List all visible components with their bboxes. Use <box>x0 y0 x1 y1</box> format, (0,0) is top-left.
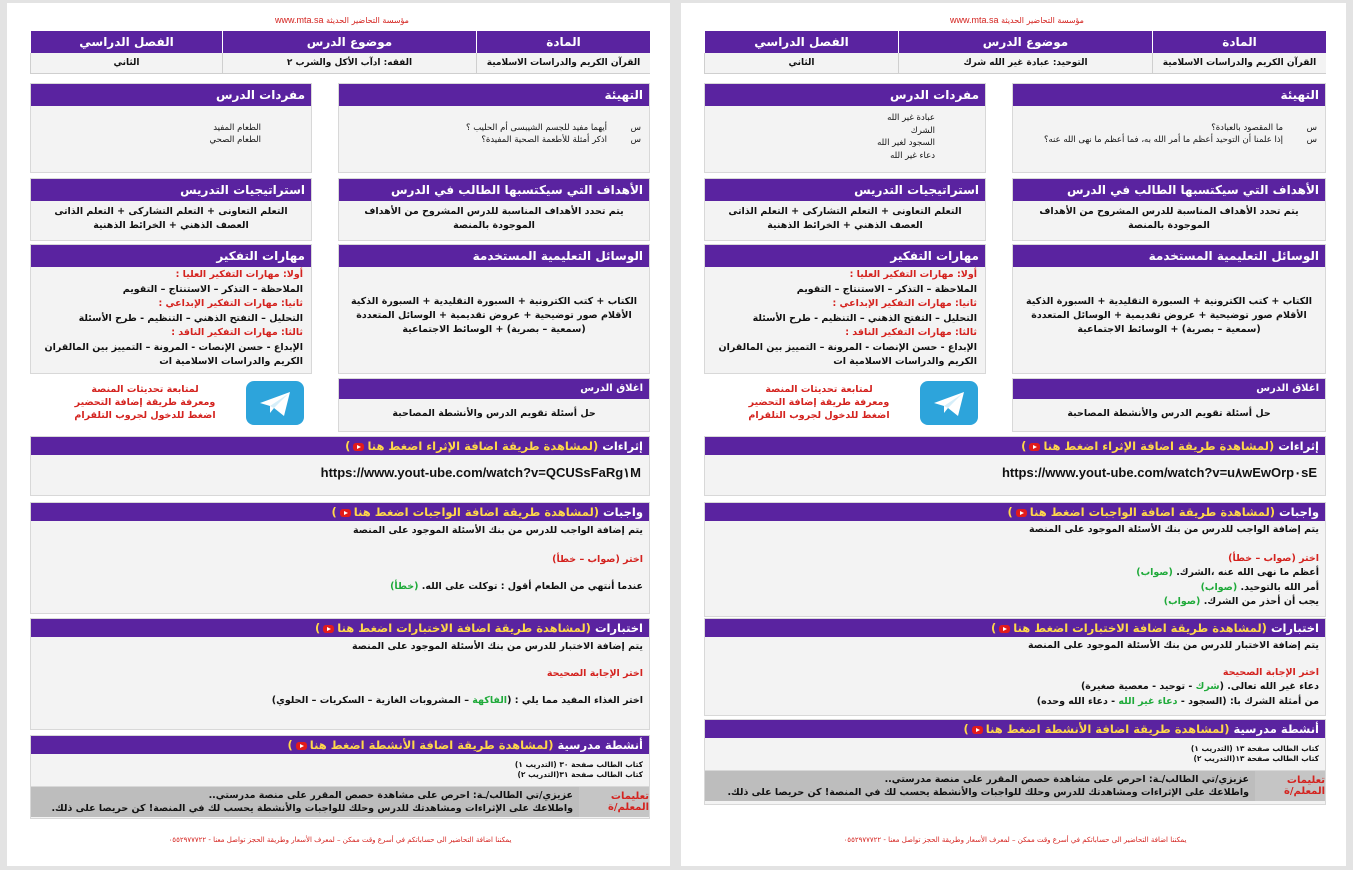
enrichment-section <box>30 436 650 496</box>
strategies-section: استراتيجيات التدريس التعلم التعاونى + التعلم التشاركى + التعلم الذاتى العصف الذهني + الخرائط الذهنية <box>30 178 312 241</box>
subject-label: المادة <box>1152 31 1326 53</box>
thinking-skills-section: مهارات التفكير أولا: مهارات التفكير العليا : الملاحظة – التذكر – الاستنتاج – التقويم ثانيا: مهارات التفكير الإبداعي : التحليل – التفتح الذهني – التنظيم - طرح الأسئلة ثالثا: مهارات التفكير الناقد : الإبداع - حسن الإنصات - المرونة – التمييز بين المالقران الكريم والدراسات الاسلامية ات <box>704 244 986 374</box>
vocab-title: مفردات الدرس <box>705 84 985 106</box>
teacher-label: تعليمات المعلم/ة <box>1255 771 1325 801</box>
footer-contact: يمكننا اضافة التحاضير الى حساباتكم في أسرع وقت ممكن – لمعرف الأسعار وطريقة الحجز تواصل معنا - ٠٥٥٢٩٧٧٧٢٢ <box>168 836 512 844</box>
warmup-section: التهيئة س ما المقصود بالعبادة؟ س إذا علمنا أن التوحيد أعظم ما أمر الله به، فما أعظم ما نهى الله عنه؟ <box>1012 83 1326 173</box>
tests-instruction: اختر الإجابة الصحيحة <box>546 668 643 679</box>
activities-title: أنشطة مدرسية <box>1233 722 1319 736</box>
vocab-section <box>30 83 312 173</box>
warmup-title: التهيئة <box>1013 84 1325 106</box>
org-name: مؤسسة التحاضير الحديثة <box>1001 16 1084 25</box>
term-label: الفصل الدراسي <box>30 31 222 53</box>
thinking-title: مهارات التفكير <box>31 245 311 267</box>
homework-item: أعظم ما نهى الله عنه ،الشرك. (صواب) <box>1136 567 1319 578</box>
enrichment-video-link[interactable]: (لمشاهدة طريقة اضافة الإثراء اضغط هنا) <box>345 439 599 453</box>
activities-video-link[interactable]: (لمشاهدة طريقة اضافة الأنشطة اضغط هنا) <box>287 738 554 752</box>
subject-label: المادة <box>476 31 650 53</box>
test-question: اختر الغذاء المفيد مما يلي : (الفاكهة – المشروبات الغازية – السكريات – الحلوي) <box>271 695 643 706</box>
closing-title: اغلاق الدرس <box>339 379 649 399</box>
topic-label: موضوع الدرس <box>898 31 1152 53</box>
homework-item: أمر الله بالتوحيد. (صواب) <box>1200 581 1319 593</box>
activity-item: كتاب الطالب صفحة ١٣ (التدريب ١) <box>1190 744 1319 753</box>
goals-title: الأهداف التي سيكتسبها الطالب في الدرس <box>1013 179 1325 201</box>
enrichment-section <box>704 436 1326 496</box>
teacher-instructions: تعليمات المعلم/ة عزيزي/تي الطالب/ـة: احرص على مشاهدة حصص المقرر على منصة مدرستي.. واطلاعك على الإثراءات ومشاهدتك للدرس وحلك للواجبات والأنشطة يحسب لك في المنصة! كن حريصا على ذلك. <box>31 786 649 817</box>
activity-item: كتاب الطالب صفحة ١٣(التدريب ٢) <box>1193 754 1319 763</box>
topic-value: التوحيد: عبادة غير الله شرك <box>898 53 1152 74</box>
test-question: دعاء غير الله تعالى. (شرك - توحيد - معصية صغيرة) <box>1080 681 1319 692</box>
homework-title: واجبات <box>603 505 643 519</box>
tests-intro: يتم إضافة الاختبار للدرس من بنك الأسئلة الموجود على المنصة <box>1027 640 1319 651</box>
enrichment-title: إثراءات <box>602 439 643 453</box>
goals-text: يتم تحدد الأهداف المناسبة للدرس المشروح من الأهداف الموجودة بالمنصة <box>364 206 624 231</box>
enrichment-url[interactable]: https://www.yout-ube.com/watch?v=u٨wEwOrp٠sE <box>1001 465 1317 480</box>
youtube-icon <box>353 443 364 451</box>
goals-title: الأهداف التي سيكتسبها الطالب في الدرس <box>339 179 649 201</box>
tests-title: اختبارات <box>1270 621 1319 635</box>
homework-video-link[interactable]: (لمشاهدة طريقة اضافة الواجبات اضغط هنا) <box>331 505 600 519</box>
youtube-icon <box>296 742 307 750</box>
tests-title: اختبارات <box>594 621 643 635</box>
vocab-item: الطعام المفيد <box>213 123 261 133</box>
lesson-header-table <box>30 31 650 75</box>
warmup-question: ما المقصود بالعبادة؟ <box>1211 123 1283 133</box>
homework-section <box>704 502 1326 617</box>
warmup-question: اذكر أمثلة للأطعمة الصحية المفيدة؟ <box>481 135 607 145</box>
vocab-item: عبادة غير الله <box>887 113 935 123</box>
telegram-button[interactable] <box>246 381 304 425</box>
vocab-section <box>704 83 986 173</box>
vocab-title: مفردات الدرس <box>31 84 311 106</box>
telegram-icon <box>246 381 304 425</box>
youtube-icon <box>972 726 983 734</box>
vocab-item: الشرك <box>910 125 935 136</box>
test-question: من أمثلة الشرك با: (السجود - دعاء غير الله - دعاء الله وحده) <box>1036 695 1319 707</box>
thinking-title: مهارات التفكير <box>705 245 985 267</box>
enrichment-video-link[interactable]: (لمشاهدة طريقة اضافة الإثراء اضغط هنا) <box>1021 439 1275 453</box>
youtube-icon <box>1016 509 1027 517</box>
org-name: مؤسسة التحاضير الحديثة <box>326 16 409 25</box>
youtube-icon <box>1029 443 1040 451</box>
subject-value: القرآن الكريم والدراسات الاسلامية <box>1152 53 1326 74</box>
homework-intro: يتم إضافة الواجب للدرس من بنك الأسئلة الموجود على المنصة <box>1028 524 1319 535</box>
footer-contact: يمكننا اضافة التحاضير الى حساباتكم في أسرع وقت ممكن – لمعرف الأسعار وطريقة الحجز تواصل معنا - ٠٥٥٢٩٧٧٧٢٢ <box>843 836 1187 844</box>
term-value: الثاني <box>704 53 898 74</box>
strategies-section: استراتيجيات التدريس التعلم التعاونى + التعلم التشاركى + التعلم الذاتى العصف الذهني + الخرائط الذهنية <box>704 178 986 241</box>
strategies-title: استراتيجيات التدريس <box>705 179 985 201</box>
warmup-question: أيهما مفيد للجسم الشيبسى أم الحليب ؟ <box>465 123 607 133</box>
closing-section <box>1012 378 1326 432</box>
tests-video-link[interactable]: (لمشاهدة طريقة اضافة الاختبارات اضغط هنا) <box>991 621 1267 635</box>
warmup-title: التهيئة <box>339 84 649 106</box>
tests-instruction: اختر الإجابة الصحيحة <box>1222 666 1319 678</box>
topic-label: موضوع الدرس <box>222 31 476 53</box>
homework-item: عندما أنتهي من الطعام أقول : توكلت على الله. (خطأ) <box>390 581 643 592</box>
thinking-skills-section: مهارات التفكير أولا: مهارات التفكير العليا : الملاحظة – التذكر – الاستنتاج – التقويم ثانيا: مهارات التفكير الإبداعي : التحليل – التفتح الذهني – التنظيم - طرح الأسئلة ثالثا: مهارات التفكير الناقد : الإبداع - حسن الإنصات - المرونة – التمييز بين المالقران الكريم والدراسات الاسلامية ات <box>30 244 312 374</box>
site-url[interactable]: www.mta.sa <box>950 15 999 25</box>
vocab-item: الطعام الصحي <box>209 135 261 145</box>
telegram-promo-text[interactable]: لمتابعة تحديثات المنصة ومعرفة طريقة إضافة التحضير اضغط للدخول لجروب التلقرام <box>748 384 890 421</box>
youtube-icon <box>323 625 334 633</box>
goals-section <box>1012 178 1326 241</box>
tests-intro: يتم إضافة الاختبار للدرس من بنك الأسئلة الموجود على المنصة <box>351 641 643 652</box>
lesson-plan-page-2 <box>681 3 1346 866</box>
subject-value: القرآن الكريم والدراسات الاسلامية <box>476 53 650 74</box>
homework-item: يجب أن أحذر من الشرك. (صواب) <box>1163 596 1319 607</box>
homework-title: واجبات <box>1279 505 1319 519</box>
youtube-icon <box>340 509 351 517</box>
goals-section <box>338 178 650 241</box>
closing-section <box>338 378 650 432</box>
tools-title: الوسائل التعليمية المستخدمة <box>339 245 649 267</box>
term-value: الثاني <box>30 53 222 74</box>
site-header <box>704 15 1326 25</box>
activities-video-link[interactable]: (لمشاهدة طريقة اضافة الأنشطة اضغط هنا) <box>963 722 1230 736</box>
tools-title: الوسائل التعليمية المستخدمة <box>1013 245 1325 267</box>
topic-value: الفقه: ادآب الأكل والشرب ٢ <box>222 53 476 74</box>
lesson-header-table <box>704 31 1326 75</box>
telegram-button[interactable] <box>920 381 978 425</box>
homework-instruction: اختر (صواب – خطأ) <box>552 554 643 565</box>
vocab-item: السجود لغير الله <box>877 138 935 148</box>
tests-section <box>704 618 1326 716</box>
tools-section: الوسائل التعليمية المستخدمة الكتاب + كتب الكترونية + السبورة التقليدية + السبورة الذكية الأقلام صور توضيحية + عروض تقديمية + الوسائل المتعددة (سمعية – بصرية) + الوسائط الاجتماعية <box>338 244 650 374</box>
homework-intro: يتم إضافة الواجب للدرس من بنك الأسئلة الموجود على المنصة <box>352 525 643 536</box>
telegram-icon <box>920 381 978 425</box>
homework-instruction: اختر (صواب – خطأ) <box>1228 552 1319 564</box>
homework-section <box>30 502 650 614</box>
strategies-title: استراتيجيات التدريس <box>31 179 311 201</box>
warmup-section: التهيئة س أيهما مفيد للجسم الشيبسى أم الحليب ؟ س اذكر أمثلة للأطعمة الصحية المفيدة؟ <box>338 83 650 173</box>
activities-section <box>30 735 650 819</box>
activity-item: كتاب الطالب صفحة ٣٠ (التدريب ١) <box>514 760 643 769</box>
lesson-plan-page-1 <box>7 3 670 866</box>
activities-title: أنشطة مدرسية <box>557 738 643 752</box>
teacher-instructions: تعليمات المعلم/ة عزيزي/تي الطالب/ـة: احرص على مشاهدة حصص المقرر على منصة مدرستي.. واطلاعك على الإثراءات ومشاهدتك للدرس وحلك للواجبات والأنشطة يحسب لك في المنصة! كن حريصا على ذلك. <box>705 770 1325 801</box>
site-url[interactable]: www.mta.sa <box>275 15 324 25</box>
homework-video-link[interactable]: (لمشاهدة طريقة اضافة الواجبات اضغط هنا) <box>1007 505 1276 519</box>
enrichment-title: إثراءات <box>1278 439 1319 453</box>
enrichment-url[interactable]: https://www.yout-ube.com/watch?v=QCUSsFaRg١M <box>320 465 641 480</box>
site-header <box>30 15 650 25</box>
vocab-item: دعاء غير الله <box>890 150 935 161</box>
warmup-question: إذا علمنا أن التوحيد أعظم ما أمر الله به، فما أعظم ما نهى الله عنه؟ <box>1043 135 1283 145</box>
closing-text: حل أسئلة تقويم الدرس والأنشطة المصاحبة <box>1067 408 1271 419</box>
tools-section: الوسائل التعليمية المستخدمة الكتاب + كتب الكترونية + السبورة التقليدية + السبورة الذكية الأقلام صور توضيحية + عروض تقديمية + الوسائل المتعددة (سمعية – بصرية) + الوسائط الاجتماعية <box>1012 244 1326 374</box>
activity-item: كتاب الطالب صفحة ٣١(التدريب ٢) <box>517 770 643 779</box>
activities-section <box>704 719 1326 805</box>
telegram-promo-text[interactable]: لمتابعة تحديثات المنصة ومعرفة طريقة إضافة التحضير اضغط للدخول لجروب التلقرام <box>74 384 216 421</box>
youtube-icon <box>999 625 1010 633</box>
tests-video-link[interactable]: (لمشاهدة طريقة اضافة الاختبارات اضغط هنا) <box>315 621 591 635</box>
goals-text: يتم تحدد الأهداف المناسبة للدرس المشروح من الأهداف الموجودة بالمنصة <box>1039 206 1299 231</box>
tests-section <box>30 618 650 730</box>
term-label: الفصل الدراسي <box>704 31 898 53</box>
teacher-label: تعليمات المعلم/ة <box>579 787 649 817</box>
closing-title: اغلاق الدرس <box>1013 379 1325 399</box>
closing-text: حل أسئلة تقويم الدرس والأنشطة المصاحبة <box>392 408 596 419</box>
